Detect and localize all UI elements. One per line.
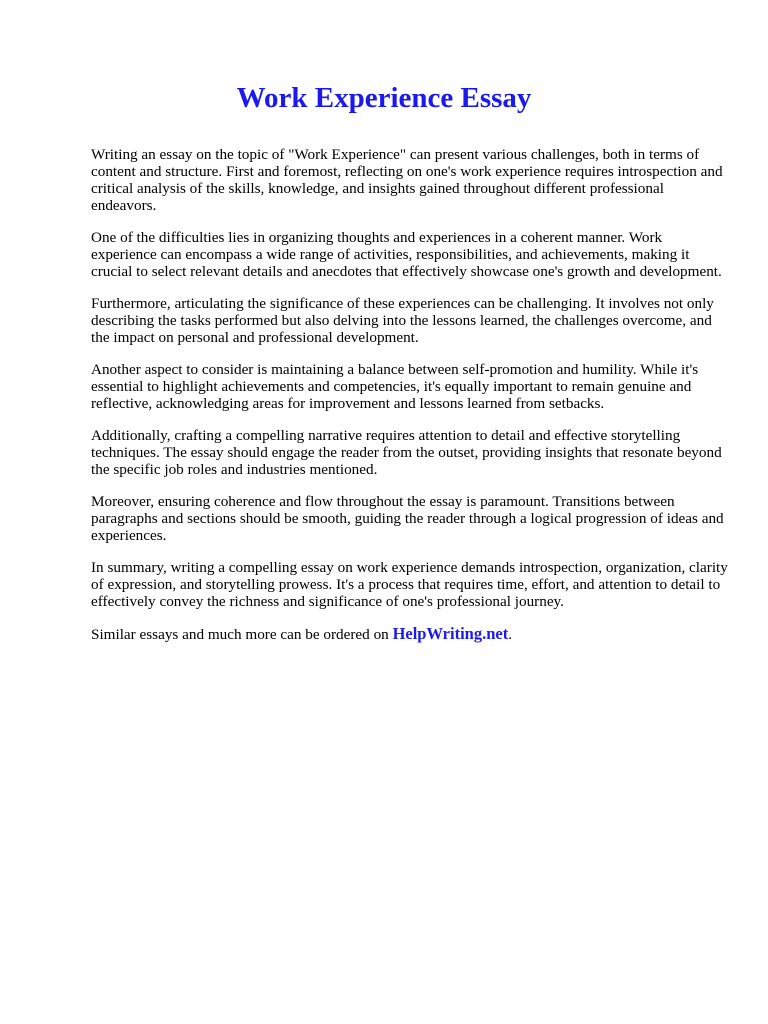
paragraph-5: Additionally, crafting a compelling narrative requires attention to detail and effective storytelling techniques. The essay should engage the reader from the outset, providing insights that resonate beyond the specific job roles and industries mentioned.	[91, 427, 722, 478]
paragraph-6: Moreover, ensuring coherence and flow throughout the essay is paramount. Transitions between paragraphs and sections should be smooth, guiding the reader through a logical progression of ideas and experiences.	[91, 493, 724, 544]
page-title: Work Experience Essay	[236, 82, 532, 114]
helpwriting-link[interactable]: HelpWriting.net	[392, 624, 509, 643]
paragraph-7: In summary, writing a compelling essay on work experience demands introspection, organization, clarity of expression, and storytelling prowess. It's a process that requires time, effort, and attention to detail to effectively convey the richness and significance of one's professional journey.	[91, 559, 728, 610]
footer-trail-text: .	[508, 626, 513, 643]
essay-body	[91, 146, 731, 658]
footer-lead-text: Similar essays and much more can be ordered on	[91, 626, 393, 643]
paragraph-4: Another aspect to consider is maintaining a balance between self-promotion and humility. While it's essential to highlight achievements and competencies, it's equally important to remain genuine and reflective, acknowledging areas for improvement and lessons learned from setbacks.	[91, 361, 699, 412]
footer-line	[91, 625, 731, 643]
paragraph-2: One of the difficulties lies in organizing thoughts and experiences in a coherent manner. Work experience can encompass a wide range of activities, responsibilities, and achievements, making it crucial to select relevant details and anecdotes that effectively showcase one's growth and development.	[91, 229, 722, 280]
paragraph-1: Writing an essay on the topic of "Work Experience" can present various challenges, both in terms of content and structure. First and foremost, reflecting on one's work experience requires introspection and critical analysis of the skills, knowledge, and insights gained throughout different professional endeavors.	[91, 146, 723, 214]
paragraph-3: Furthermore, articulating the significance of these experiences can be challenging. It involves not only describing the tasks performed but also delving into the lessons learned, the challenges overcome, and the impact on personal and professional development.	[91, 295, 714, 346]
